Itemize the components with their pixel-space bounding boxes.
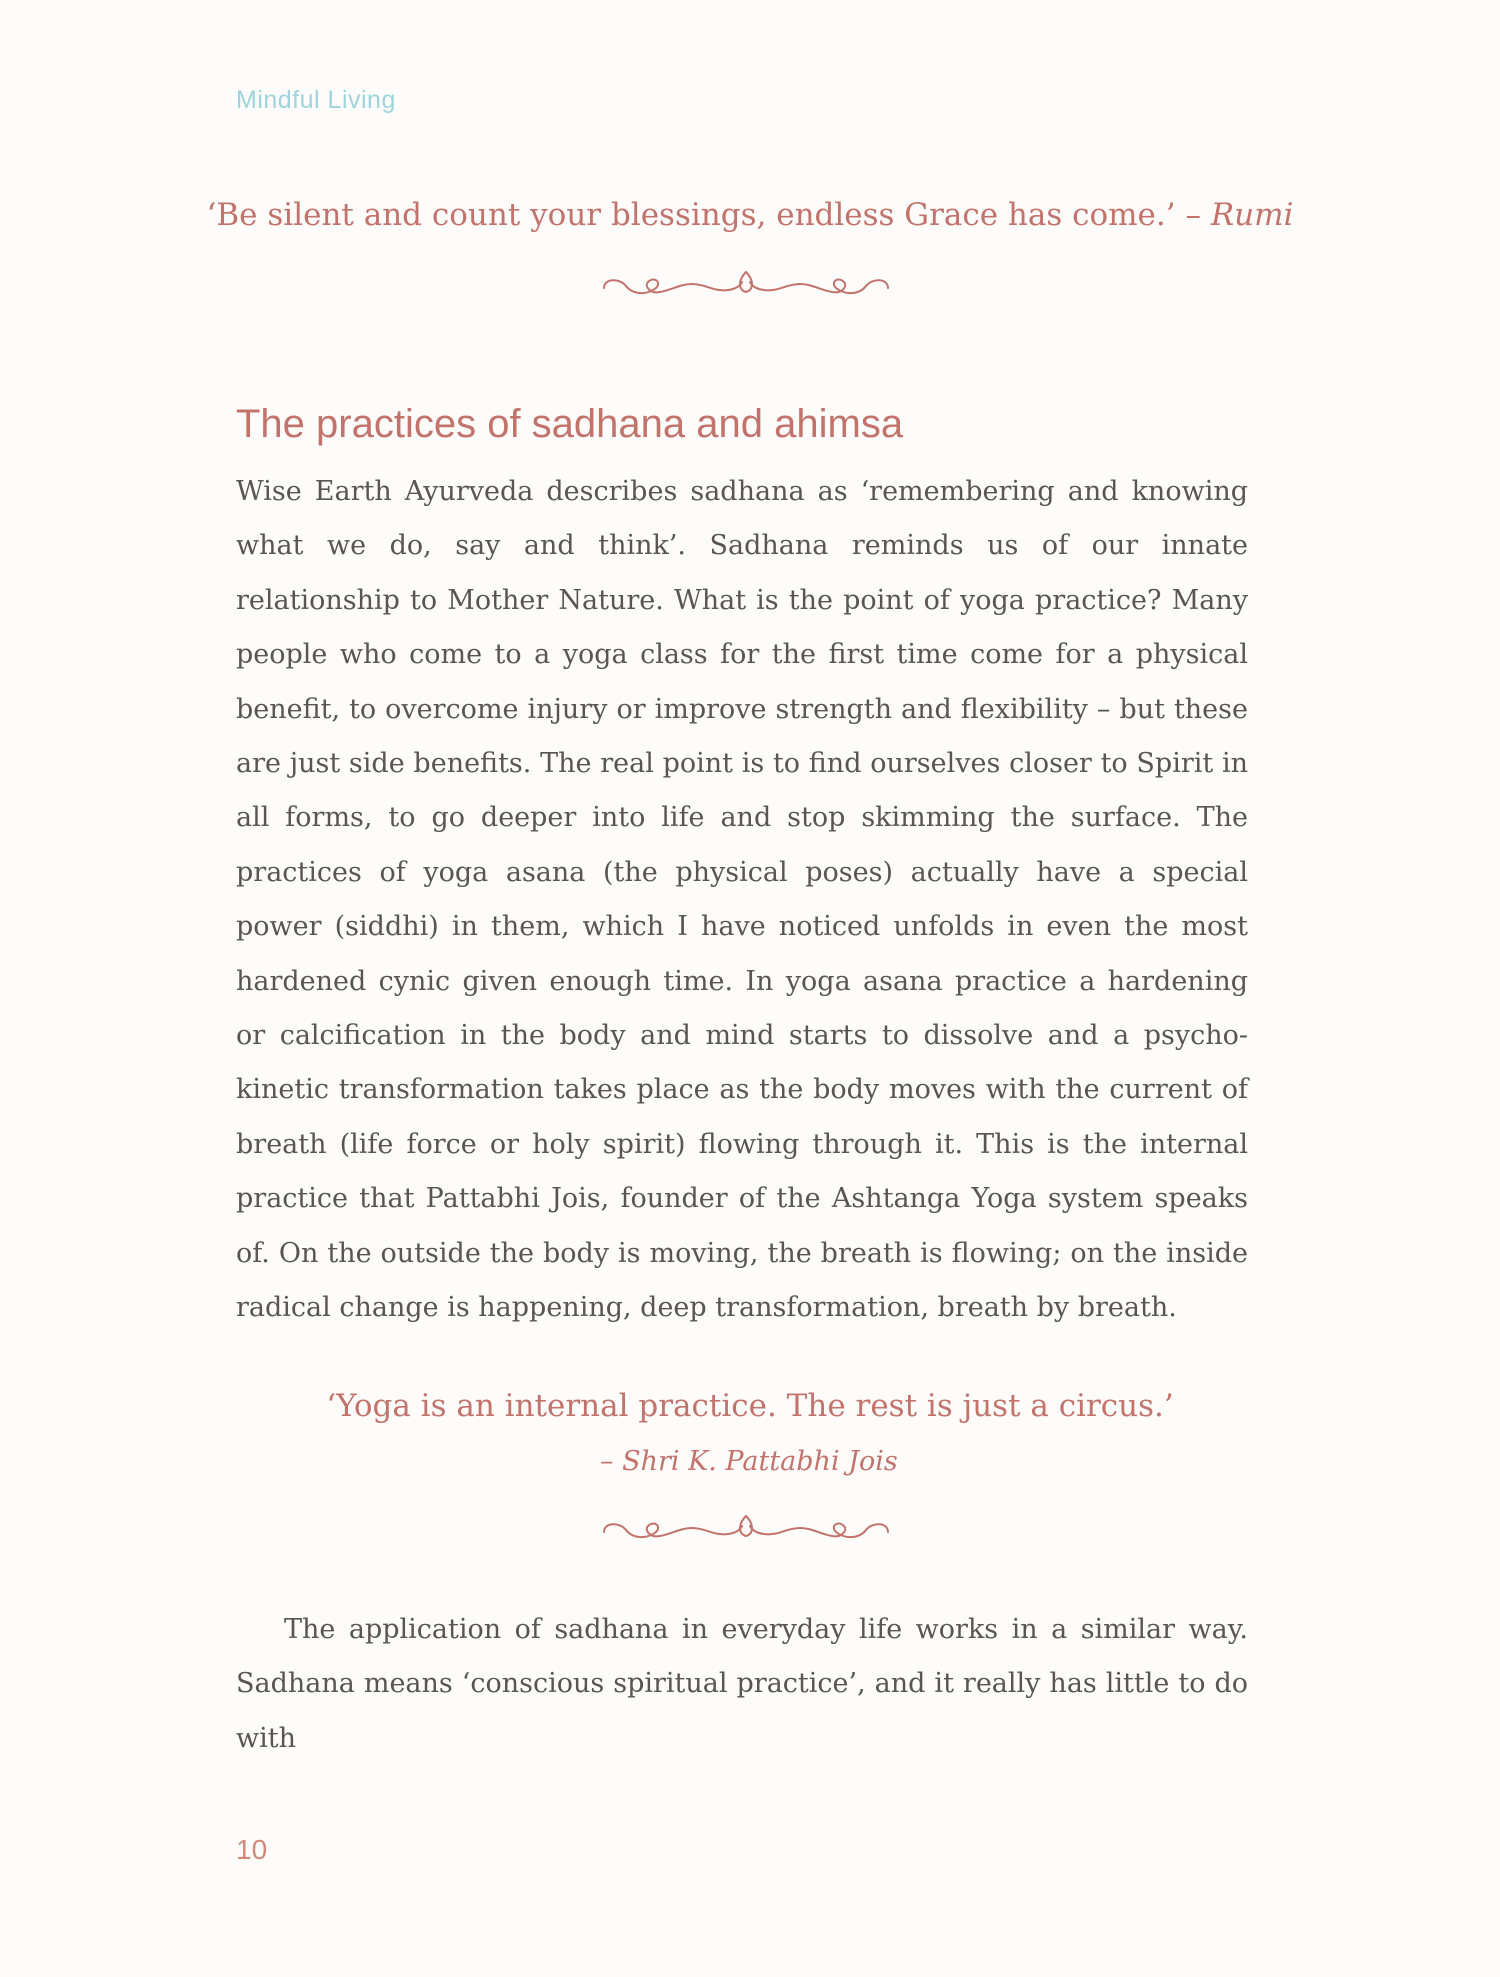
epigraph — [0, 197, 1500, 233]
section-heading: The practices of sadhana and ahimsa — [236, 402, 904, 446]
pull-quote: ‘Yoga is an internal practice. The rest is just a circus.’ — [326, 1388, 1174, 1424]
flourish-divider-icon — [596, 1510, 896, 1550]
page-number: 10 — [236, 1834, 268, 1865]
body-paragraph-2: The application of sadhana in everyday life works in a similar way. Sadhana means ‘conscious spiritual practice’, and it really has little to do with — [236, 1614, 1248, 1754]
pull-quote-attribution: – Shri K. Pattabhi Jois — [600, 1446, 898, 1477]
epigraph-text: ‘Be silent and count your blessings, endless Grace has come.’ – — [206, 197, 1201, 233]
running-head: Mindful Living — [236, 86, 396, 114]
flourish-divider-icon — [596, 266, 896, 306]
epigraph-author: Rumi — [1210, 197, 1294, 233]
body-paragraph-1: Wise Earth Ayurveda describes sadhana as ‘remembering and knowing what we do, say and think’. Sadhana reminds us of our innate relationship to Mother Nature. What is the point of yoga practice? Many people who come to a yoga class for the first time come for a physical benefit, to overcome injury or improve strength and flexibility – but these are just side benefits. The real point is to find ourselves closer to Spirit in all forms, to go deeper into life and stop skimming the surface. The practices of yoga asana (the physical poses) actually have a special power (siddhi) in them, which I have noticed unfolds in even the most hardened cynic given enough time. In yoga asana practice a hardening or calcification in the body and mind starts to dissolve and a psycho-kinetic transformation takes place as the body moves with the current of breath (life force or holy spirit) flowing through it. This is the internal practice that Pattabhi Jois, founder of the Ashtanga Yoga system speaks of. On the outside the body is moving, the breath is flowing; on the inside radical change is happening, deep transformation, breath by breath. — [236, 476, 1248, 1324]
